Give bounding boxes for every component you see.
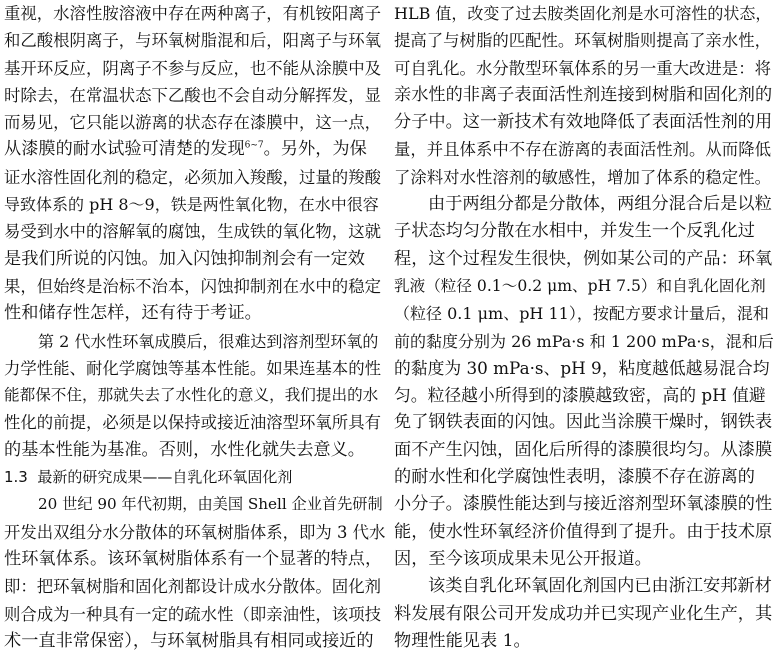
paragraph-start-line: 20 世纪 90 年代初期，由美国 Shell 企业首先研制 [38,495,383,514]
text-line: 重视，水溶性胺溶液中存在两种离子，有机铵阳离子 [4,4,381,23]
text-line: 果，但始终是治标不治本，闪蚀抑制剂在水中的稳定 [4,276,381,296]
text-line: 易受到水中的溶解氧的腐蚀，生成铁的氧化物，这就 [4,222,381,242]
text-line: 料发展有限公司开发成功并已实现产业化生产，其 [394,603,773,624]
text-line: 因，至今该项成果未见公开报道。 [394,548,652,569]
citation-reference: 6~7 [244,140,264,151]
text-line: 面不产生闪蚀，固化后所得的漆膜很均匀。从漆膜 [394,439,773,460]
paragraph-start-line: 第 2 代水性环氧成膜后，很难达到溶剂型环氧的 [38,331,379,351]
text-line: 时除去，在常温状态下乙酸也不会自动分解挥发，显 [4,85,381,105]
text-line: 开发出双组分水分散体的环氧树脂体系，即为 3 代水 [4,522,386,542]
text-line: 导致体系的 pH 8～9，铁是两性氧化物，在水中很容 [4,195,379,215]
text-line: 了涂料对水性溶剂的敏感性，增加了体系的稳定性。 [394,167,771,187]
text-line: 基开环反应，阴离子不参与反应，也不能从涂膜中及 [4,58,381,78]
text-line: 量，并且体系中不存在游离的表面活性剂。从而降低 [394,140,771,160]
text-line: 小分子。漆膜性能达到与接近溶剂型环氧漆膜的性 [394,494,773,515]
text-line: 匀。粒径越小所得到的漆膜越致密，高的 pH 值避 [394,385,766,406]
text-line: （粒径 0.1 μm、pH 11），按配方要求计量后，混和 [394,304,769,324]
text-line: 免了钢铁表面的闪蚀。因此当涂膜干燥时，钢铁表 [394,412,773,433]
text-line: 分子中。这一新技术有效地降低了表面活性剂的用 [394,112,773,133]
text-line: 术一直非常保密），与环氧树脂具有相同或接近的 [4,630,374,651]
text-line: 性和储存性怎样，还有待于考证。 [4,303,262,324]
text-line: 的黏度为 30 mPa·s、pH 9，粘度越低越易混合均 [394,357,770,378]
right-column [394,0,774,651]
text-line: 乳液（粒径 0.1～0.2 μm、pH 7.5）和自乳化固化剂 [394,276,766,295]
text-line: 即：把环氧树脂和固化剂都设计成水分散体。固化剂 [4,577,381,597]
text-fragment: 从漆膜的耐水试验可清楚的发现 [4,139,245,160]
text-line: 的基本性能为基准。否则，水性化就失去意义。 [4,439,365,460]
paragraph-start-line: 该类自乳化环氧固化剂国内已由浙江安邦新材 [428,576,772,597]
text-line: 亲水性的非离子表面活性剂连接到树脂和固化剂的 [394,84,773,105]
text-fragment: 。另外，为保 [263,139,367,160]
paragraph-start-line: 由于两组分都是分散体，两组分混合后是以粒 [428,194,772,215]
text-line: 证水溶性固化剂的稳定，必须加入羧酸，过量的羧酸 [4,167,381,187]
text-line: 子状态均匀分散在水相中，并发生一个反乳化过 [394,221,755,242]
text-line: 而易见，它只能以游离的状态存在漆膜中，这一点， [4,113,381,133]
text-line: 提高了与树脂的匹配性。环氧树脂则提高了亲水性， [394,31,771,51]
left-column [4,0,386,651]
text-line: 的耐水性和化学腐蚀性表明，漆膜不存在游离的 [394,467,755,488]
text-line: 性环氧体系。该环氧树脂体系有一个显著的特点， [4,548,383,569]
text-line: 是我们所说的闪蚀。加入闪蚀抑制剂会有一定效 [4,248,365,269]
text-line: 能都保不住，那就失去了水性化的意义，我们提出的水 [4,386,379,405]
text-line: 能，使水性环氧经济价值得到了提升。由于技术原 [394,521,773,542]
text-line: 物理性能见表 1。 [394,630,531,651]
text-line: 力学性能、耐化学腐蚀等基本性能。如果连基本的性 [4,358,381,378]
text-line: HLB 值，改变了过去胺类固化剂是水可溶性的状态， [394,4,772,23]
section-number: 1.3 [4,468,28,487]
text-line: 性化的前提，必须是以保持或接近油溶型环氧所具有 [4,413,381,433]
text-line: 程，这个过程发生很快，例如某公司的产品：环氧 [394,248,773,269]
text-line: 和乙酸根阴离子，与环氧树脂混和后，阳离子与环氧 [4,31,381,51]
text-line-with-citation [4,136,386,163]
section-heading [4,464,386,491]
text-line: 则合成为一种具有一定的疏水性（即亲油性，该项技 [4,604,381,624]
text-line: 前的黏度分别为 26 mPa·s 和 1 200 mPa·s，混和后 [394,331,774,351]
section-title: 最新的研究成果——自乳化环氧固化剂 [37,468,293,487]
text-line: 可自乳化。水分散型环氧体系的另一重大改进是：将 [394,58,771,78]
